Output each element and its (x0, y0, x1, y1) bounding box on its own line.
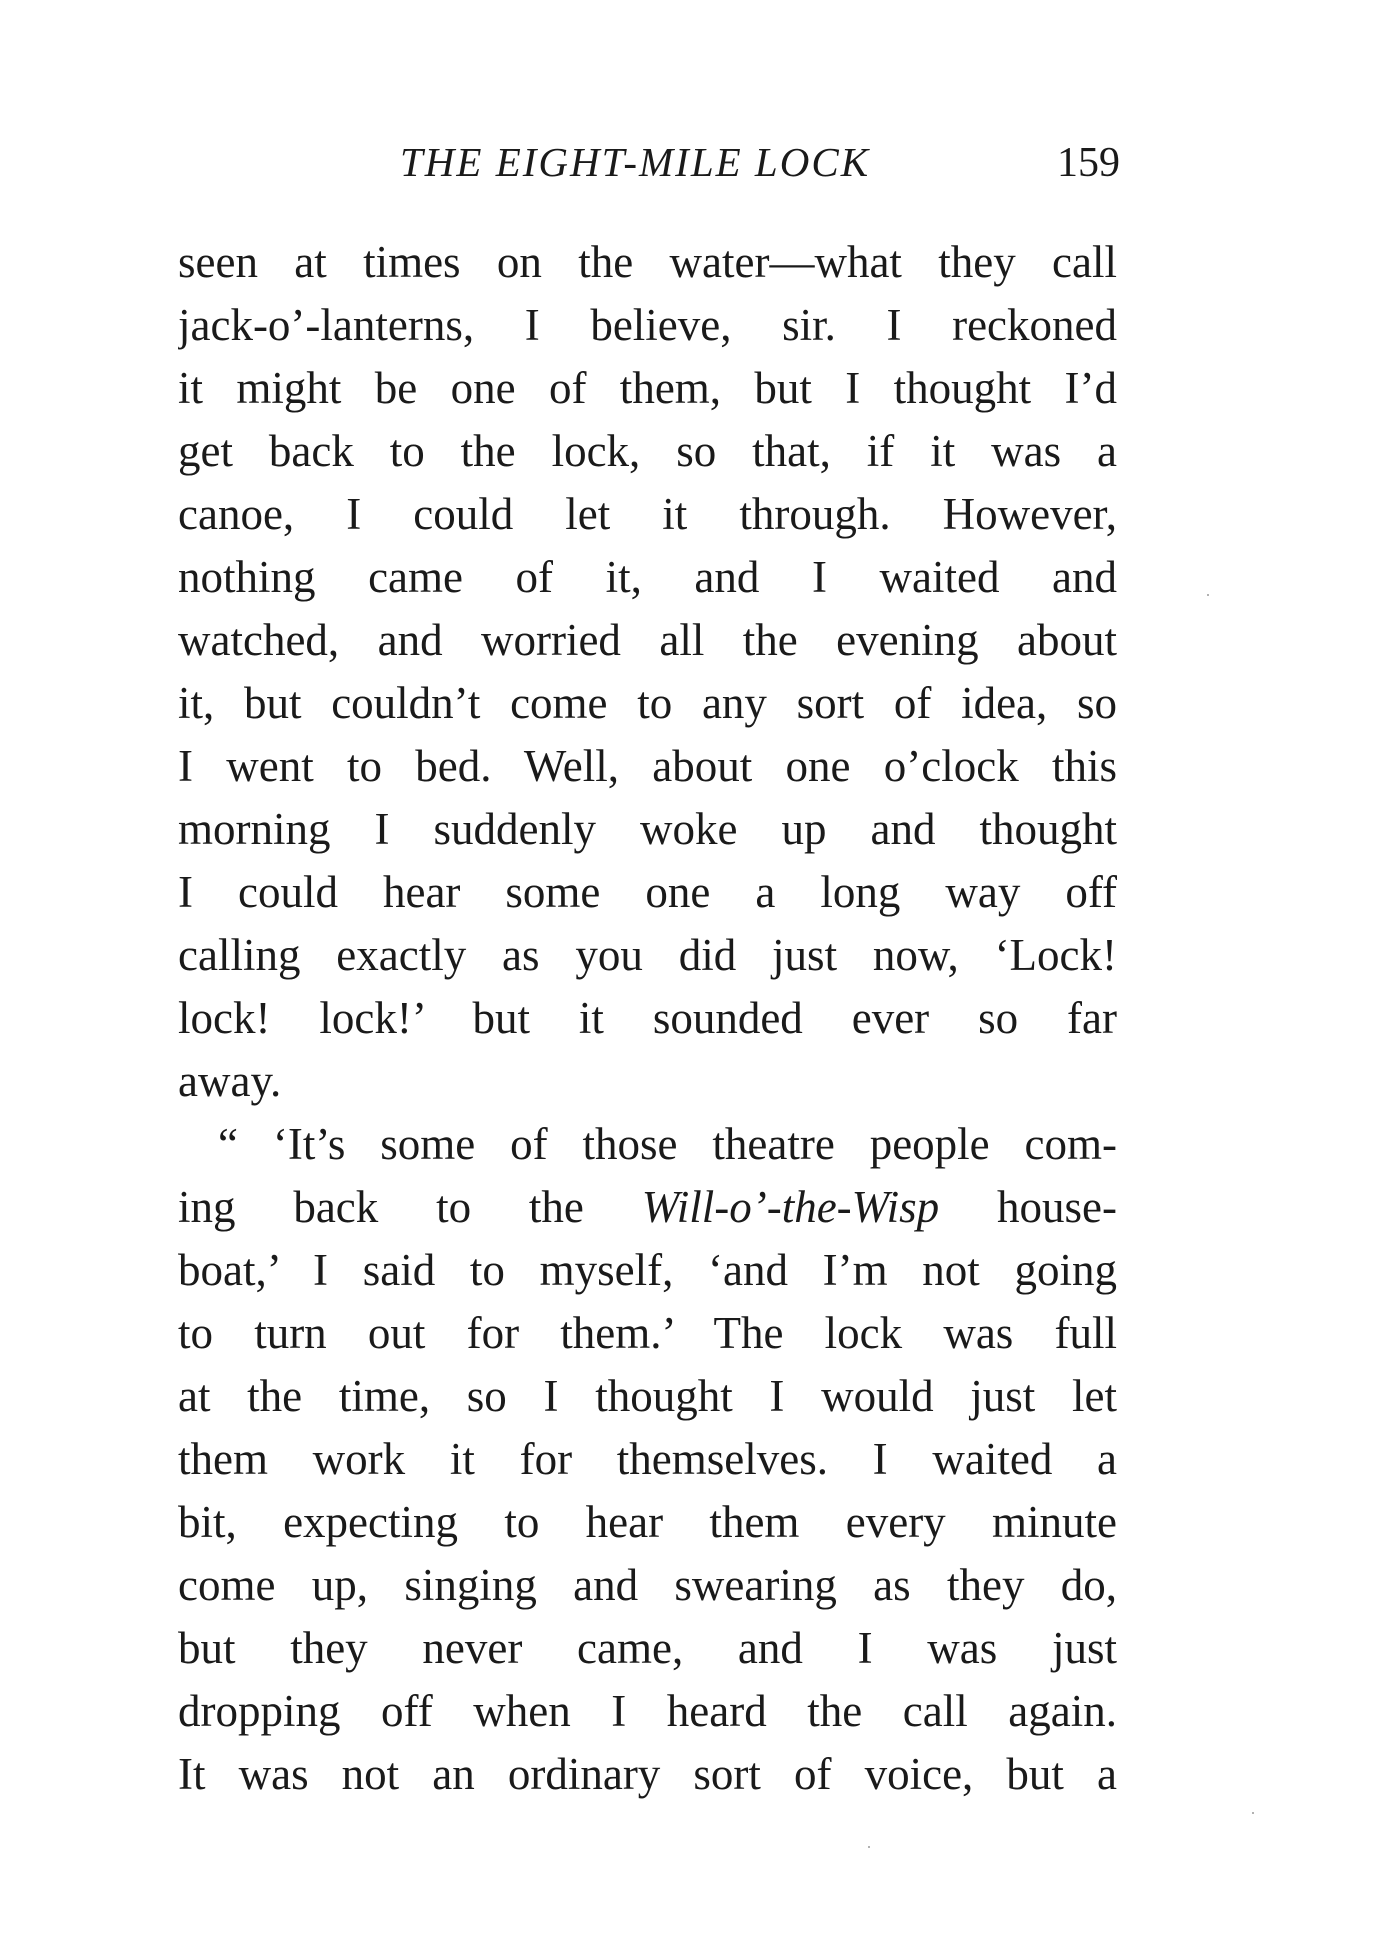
page-number: 159 (1057, 140, 1120, 186)
text-line: lock! lock!’ but it sounded ever so far (178, 993, 1117, 1043)
text-line: it, but couldn’t come to any sort of idea, so (178, 678, 1117, 728)
paper-speck (1252, 1812, 1254, 1814)
text-line: I could hear some one a long way off (178, 867, 1117, 917)
text-line: I went to bed. Well, about one o’clock this (178, 741, 1117, 791)
paper-speck (868, 1846, 870, 1848)
text-line: seen at times on the water—what they call (178, 237, 1117, 287)
text-line: “ ‘It’s some of those theatre people com- (218, 1119, 1117, 1169)
paper-speck (1207, 594, 1209, 596)
text-line: get back to the lock, so that, if it was a (178, 426, 1117, 476)
text-line: boat,’ I said to myself, ‘and I’m not going (178, 1245, 1117, 1295)
text-line-with-title (178, 1176, 1117, 1239)
text-fragment: ing back to the (178, 1182, 642, 1232)
text-line: nothing came of it, and I waited and (178, 552, 1117, 602)
text-line: it might be one of them, but I thought I’d (178, 363, 1117, 413)
text-line: dropping off when I heard the call again. (178, 1686, 1117, 1736)
text-line: at the time, so I thought I would just let (178, 1371, 1117, 1421)
body-text (178, 231, 1117, 1806)
text-line: canoe, I could let it through. However, (178, 489, 1117, 539)
text-line: bit, expecting to hear them every minute (178, 1497, 1117, 1547)
text-line: calling exactly as you did just now, ‘Lock! (178, 930, 1117, 980)
text-line: It was not an ordinary sort of voice, but a (178, 1749, 1117, 1799)
houseboat-name: Will-o’-the-Wisp (641, 1182, 940, 1232)
text-line: come up, singing and swearing as they do, (178, 1560, 1117, 1610)
running-title: THE EIGHT-MILE LOCK (400, 139, 871, 185)
text-line: to turn out for them.’ The lock was full (178, 1308, 1117, 1358)
text-line: jack-o’-lanterns, I believe, sir. I reckoned (178, 300, 1117, 350)
text-line: them work it for themselves. I waited a (178, 1434, 1117, 1484)
text-fragment: house- (939, 1182, 1117, 1232)
text-line: but they never came, and I was just (178, 1623, 1117, 1673)
text-line: morning I suddenly woke up and thought (178, 804, 1117, 854)
text-line: away. (178, 1056, 282, 1106)
text-line: watched, and worried all the evening about (178, 615, 1117, 665)
